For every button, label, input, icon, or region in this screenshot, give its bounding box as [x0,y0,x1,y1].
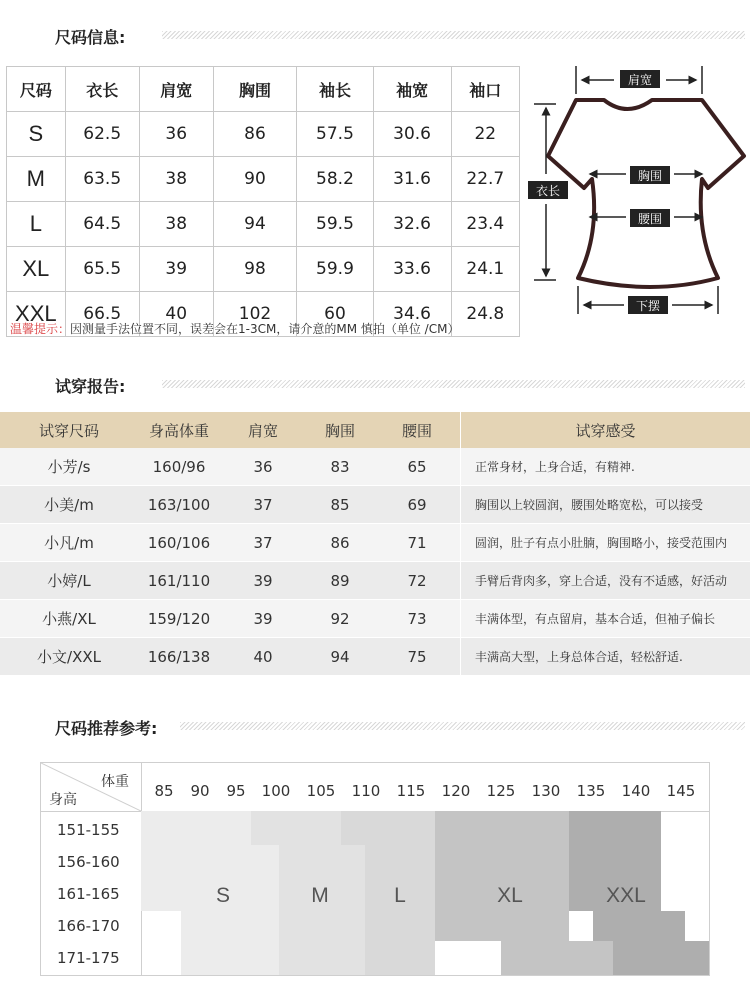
table-cell: 40 [139,292,213,337]
table-cell: 38 [139,202,213,247]
size-zone-s [141,811,251,911]
table-cell: 94 [306,638,374,676]
table-cell: 58.2 [297,157,373,202]
size-zone-xl [435,811,569,941]
table-cell: 小燕/XL [0,600,138,638]
weight-label: 140 [621,782,651,800]
weight-label: 115 [396,782,426,800]
weight-label: 95 [226,782,246,800]
table-cell: 69 [374,486,461,524]
size-zone-l [341,811,435,845]
weight-label: 90 [190,782,210,800]
table-row [7,247,520,292]
size-cell: L [7,202,66,247]
size-table-header-row [7,67,520,112]
feedback-cell: 丰满高大型，上身总体合适，轻松舒适. [461,638,750,676]
table-cell: 小美/m [0,486,138,524]
table-cell: 34.6 [373,292,451,337]
table-row [0,486,750,524]
table-cell: 72 [374,562,461,600]
table-cell: 160/96 [138,448,220,486]
table-row [7,157,520,202]
size-info-title: 尺码信息: [55,28,126,47]
header-cell: 袖口 [451,67,519,112]
height-label: 156-160 [57,853,120,871]
chest-label: 胸围 [637,169,663,183]
height-header: 身高 [49,792,77,808]
table-cell: 64.5 [65,202,139,247]
shirt-outline-icon [548,100,744,287]
table-row [7,202,520,247]
feedback-cell: 手臂后背肉多，穿上合适，没有不适感，好活动 [461,562,750,600]
table-row [0,600,750,638]
table-cell: 24.8 [451,292,519,337]
table-cell: 59.9 [297,247,373,292]
table-cell: 102 [213,292,297,337]
table-cell: 37 [220,524,306,562]
length-label: 衣长 [535,184,561,198]
table-cell: 60 [297,292,373,337]
table-cell: 65.5 [65,247,139,292]
weight-label: 145 [666,782,696,800]
size-cell: XL [7,247,66,292]
table-cell: 32.6 [373,202,451,247]
table-cell: 62.5 [65,112,139,157]
size-zone-xl [501,941,613,975]
table-cell: 23.4 [451,202,519,247]
header-cell: 试穿感受 [461,412,750,448]
table-cell: 22 [451,112,519,157]
size-zone-l [365,845,435,975]
feedback-cell: 胸围以上较圆润，腰围处略宽松，可以接受 [461,486,750,524]
table-cell: 小文/XXL [0,638,138,676]
table-cell: 71 [374,524,461,562]
size-cell: S [7,112,66,157]
height-label: 171-175 [57,949,120,967]
table-cell: 31.6 [373,157,451,202]
table-cell: 161/110 [138,562,220,600]
table-cell: 86 [213,112,297,157]
trial-header-row [0,412,750,448]
weight-label: 100 [261,782,291,800]
table-cell: 66.5 [65,292,139,337]
table-cell: 40 [220,638,306,676]
header-cell: 胸围 [306,412,374,448]
table-row [7,112,520,157]
size-label-xxl: XXL [606,884,646,907]
table-cell: 36 [220,448,306,486]
size-zone-xxl [593,911,685,941]
size-table [6,66,520,337]
size-zone-xxl [613,941,709,975]
table-row [0,562,750,600]
size-cell: M [7,157,66,202]
hem-label: 下摆 [635,299,661,313]
size-label-xl: XL [497,884,523,907]
weight-header: 体重 [101,774,129,790]
header-cell: 肩宽 [139,67,213,112]
table-cell: 37 [220,486,306,524]
height-label: 151-155 [57,821,120,839]
header-cell: 试穿尺码 [0,412,138,448]
table-cell: 57.5 [297,112,373,157]
title-divider [162,380,745,388]
table-cell: 38 [139,157,213,202]
trial-report-title: 试穿报告: [55,377,126,396]
header-cell: 身高体重 [138,412,220,448]
header-cell: 袖宽 [373,67,451,112]
table-cell: 33.6 [373,247,451,292]
size-zone-m [279,845,365,975]
table-cell: 166/138 [138,638,220,676]
header-cell: 尺码 [7,67,66,112]
header-cell: 袖长 [297,67,373,112]
table-cell: 39 [220,600,306,638]
size-label-s: S [215,884,231,907]
shoulder-label: 肩宽 [627,73,653,87]
table-cell: 159/120 [138,600,220,638]
table-cell: 39 [139,247,213,292]
feedback-cell: 丰满体型，有点留肩，基本合适，但袖子偏长 [461,600,750,638]
table-cell: 59.5 [297,202,373,247]
table-cell: 89 [306,562,374,600]
table-cell: 86 [306,524,374,562]
table-cell: 30.6 [373,112,451,157]
size-recommend-chart [40,762,710,976]
table-cell: 63.5 [65,157,139,202]
size-label-m: M [311,884,329,907]
table-cell: 24.1 [451,247,519,292]
recommend-title: 尺码推荐参考: [55,719,158,738]
table-row [0,448,750,486]
table-cell: 65 [374,448,461,486]
table-cell: 83 [306,448,374,486]
title-divider [162,31,745,39]
table-cell: 160/106 [138,524,220,562]
table-cell: 75 [374,638,461,676]
weight-label: 135 [576,782,606,800]
table-cell: 85 [306,486,374,524]
table-row [0,524,750,562]
weight-label: 130 [531,782,561,800]
tshirt-diagram [526,64,748,318]
table-cell: 94 [213,202,297,247]
table-cell: 22.7 [451,157,519,202]
weight-label: 110 [351,782,381,800]
table-cell: 小婷/L [0,562,138,600]
title-divider [180,722,745,730]
size-label-l: L [394,884,406,907]
height-label: 166-170 [57,917,120,935]
measurement-tip [10,320,459,337]
size-zone-s [181,911,279,975]
size-cell: XXL [7,292,66,337]
table-cell: 98 [213,247,297,292]
waist-label: 腰围 [637,212,663,226]
header-cell: 腰围 [374,412,461,448]
table-cell: 73 [374,600,461,638]
tip-text: 因测量手法位置不同，误差会在1-3CM，请介意的MM 慎拍（单位 /CM） [70,322,460,336]
header-cell: 衣长 [65,67,139,112]
table-cell: 92 [306,600,374,638]
table-cell: 90 [213,157,297,202]
weight-label: 85 [154,782,174,800]
trial-report-table [0,412,750,676]
tip-label: 温馨提示： [10,322,71,336]
table-row [0,638,750,676]
feedback-cell: 正常身材，上身合适，有精神. [461,448,750,486]
table-cell: 36 [139,112,213,157]
feedback-cell: 圆润，肚子有点小肚腩，胸围略小，接受范围内 [461,524,750,562]
table-cell: 163/100 [138,486,220,524]
table-cell: 39 [220,562,306,600]
table-cell: 小凡/m [0,524,138,562]
weight-label: 120 [441,782,471,800]
size-zone-m [251,811,341,845]
weight-label: 125 [486,782,516,800]
header-cell: 胸围 [213,67,297,112]
height-label: 161-165 [57,885,120,903]
weight-label: 105 [306,782,336,800]
header-cell: 肩宽 [220,412,306,448]
table-cell: 小芳/s [0,448,138,486]
